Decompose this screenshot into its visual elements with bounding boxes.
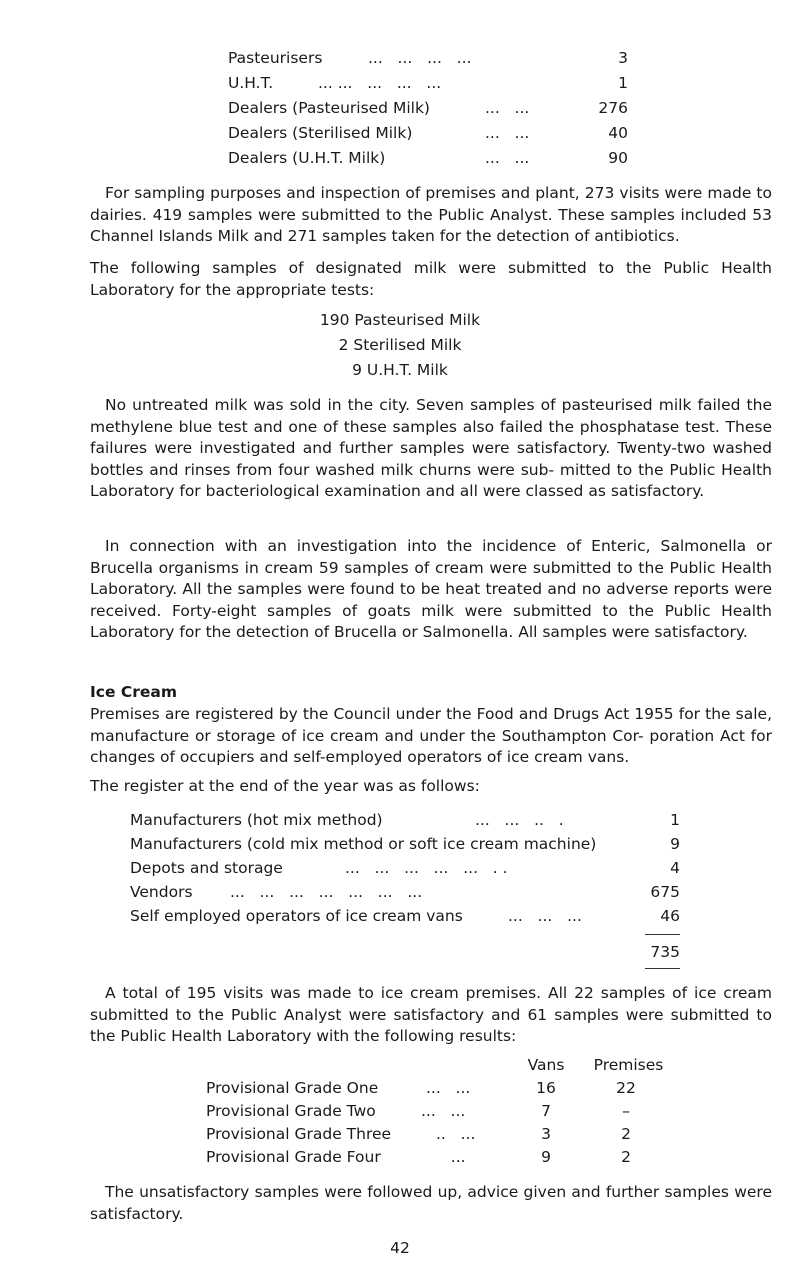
leader-dots: ... ... ... ... ... (318, 74, 442, 92)
licence-row (228, 73, 628, 95)
column-header-premises: Premises (593, 1056, 664, 1074)
paragraph-visits: A total of 195 visits was made to ice cream premises. All 22 samples of ice cream submitted to the Public Analyst were satisfactory and 61 samples were submitted to the Public Health Laboratory with the following results: (90, 984, 772, 1045)
licence-row (228, 98, 628, 120)
grade-label: Provisional Grade One (206, 1079, 379, 1097)
table-row (206, 1147, 656, 1169)
grade-label: Provisional Grade Three (206, 1125, 392, 1143)
licence-row (228, 123, 628, 145)
licence-row (228, 148, 628, 170)
register-label: Depots and storage (130, 859, 283, 877)
register-value: 46 (660, 907, 680, 925)
leader-dots: ... ... (426, 1079, 471, 1097)
grade-vans: 16 (536, 1079, 556, 1097)
licence-value: 3 (618, 49, 628, 67)
register-label: Vendors (130, 883, 193, 901)
licence-label: Dealers (Pasteurised Milk) (228, 99, 430, 117)
licence-label: Dealers (Sterilised Milk) (228, 124, 413, 142)
designated-sample: 190 Pasteurised Milk (319, 311, 481, 329)
licence-label: Pasteurisers (228, 49, 323, 67)
register-value: 9 (670, 835, 680, 853)
leader-dots: ... ... ... ... (368, 49, 472, 67)
total-rule-top (645, 934, 680, 935)
designated-sample: 9 U.H.T. Milk (352, 361, 448, 379)
leader-dots: .. ... (436, 1125, 476, 1143)
register-total: 735 (650, 943, 680, 961)
total-rule-bottom (645, 968, 680, 969)
leader-dots: ... ... ... ... ... . . (345, 859, 508, 877)
grades-header (206, 1055, 664, 1077)
register-label: Self employed operators of ice cream vans (130, 907, 463, 925)
page-number: 42 (390, 1239, 410, 1257)
grade-premises: – (622, 1102, 630, 1120)
leader-dots: ... ... .. . (475, 811, 564, 829)
licence-value: 276 (598, 99, 628, 117)
paragraph-untreated: No untreated milk was sold in the city. Seven samples of pasteurised milk failed the methylene blue test and one of these samples also failed the phosphatase test. These failures were investigated and further samples were satisfactory. Twenty-two washed bottles and rinses from four washed milk churns were sub- mitted to the Public Health Laboratory for bacteriological examination and all were classed as satisfactory. (90, 396, 772, 500)
paragraph-enteric: In connection with an investigation into the incidence of Enteric, Salmonella or Brucella organisms in cream 59 samples of cream were submitted to the Public Health Laboratory. All the samples were found to be heat treated and no adverse reports were received. Forty-eight samples of goats milk were submitted to the Public Health Laboratory for the detection of Brucella or Salmonella. All samples were satisfactory. (90, 537, 772, 641)
licence-label: Dealers (U.H.T. Milk) (228, 149, 386, 167)
grade-label: Provisional Grade Two (206, 1102, 376, 1120)
paragraph-designated: The following samples of designated milk were submitted to the Public Health Laboratory for the appropriate tests: (90, 259, 772, 299)
register-row (130, 882, 680, 904)
leader-dots: ... ... (485, 149, 530, 167)
licence-value: 1 (618, 74, 628, 92)
leader-dots: ... ... (421, 1102, 466, 1120)
licence-label: U.H.T. (228, 74, 274, 92)
table-row (206, 1078, 656, 1100)
paragraph-unsatisfactory: The unsatisfactory samples were followed up, advice given and further samples were satisfactory. (90, 1183, 772, 1223)
section-heading-ice-cream: Ice Cream (90, 683, 178, 701)
leader-dots: ... ... (485, 124, 530, 142)
register-row (130, 810, 680, 832)
grade-vans: 9 (541, 1148, 551, 1166)
register-value: 4 (670, 859, 680, 877)
grade-premises: 22 (616, 1079, 636, 1097)
leader-dots: ... ... (485, 99, 530, 117)
licence-value: 90 (608, 149, 628, 167)
paragraph-premises: Premises are registered by the Council under the Food and Drugs Act 1955 for the sale, manufacture or storage of ice cream and under the Southampton Cor- poration Act for changes of occupiers and self-employed operators of ice cream vans. (90, 705, 772, 766)
paragraph-register: The register at the end of the year was as follows: (90, 777, 480, 795)
register-row (130, 834, 680, 856)
licence-value: 40 (608, 124, 628, 142)
leader-dots: ... (436, 1148, 466, 1166)
grade-premises: 2 (621, 1125, 631, 1143)
grade-vans: 3 (541, 1125, 551, 1143)
register-value: 1 (670, 811, 680, 829)
register-label: Manufacturers (cold mix method or soft ice cream machine) (130, 835, 597, 853)
grade-premises: 2 (621, 1148, 631, 1166)
paragraph-sampling: For sampling purposes and inspection of premises and plant, 273 visits were made to dairies. 419 samples were submitted to the Public Analyst. These samples included 53 Channel Islands Milk and 271 samples taken for the detection of antibiotics. (90, 184, 772, 245)
column-header-vans: Vans (527, 1056, 565, 1074)
leader-dots: ... ... ... ... ... ... ... (230, 883, 423, 901)
table-row (206, 1124, 656, 1146)
register-row (130, 906, 680, 928)
register-row (130, 858, 680, 880)
grade-vans: 7 (541, 1102, 551, 1120)
licence-row (228, 48, 628, 70)
register-label: Manufacturers (hot mix method) (130, 811, 383, 829)
grade-label: Provisional Grade Four (206, 1148, 381, 1166)
leader-dots: ... ... ... (508, 907, 582, 925)
table-row (206, 1101, 656, 1123)
register-value: 675 (650, 883, 680, 901)
designated-sample: 2 Sterilised Milk (338, 336, 462, 354)
